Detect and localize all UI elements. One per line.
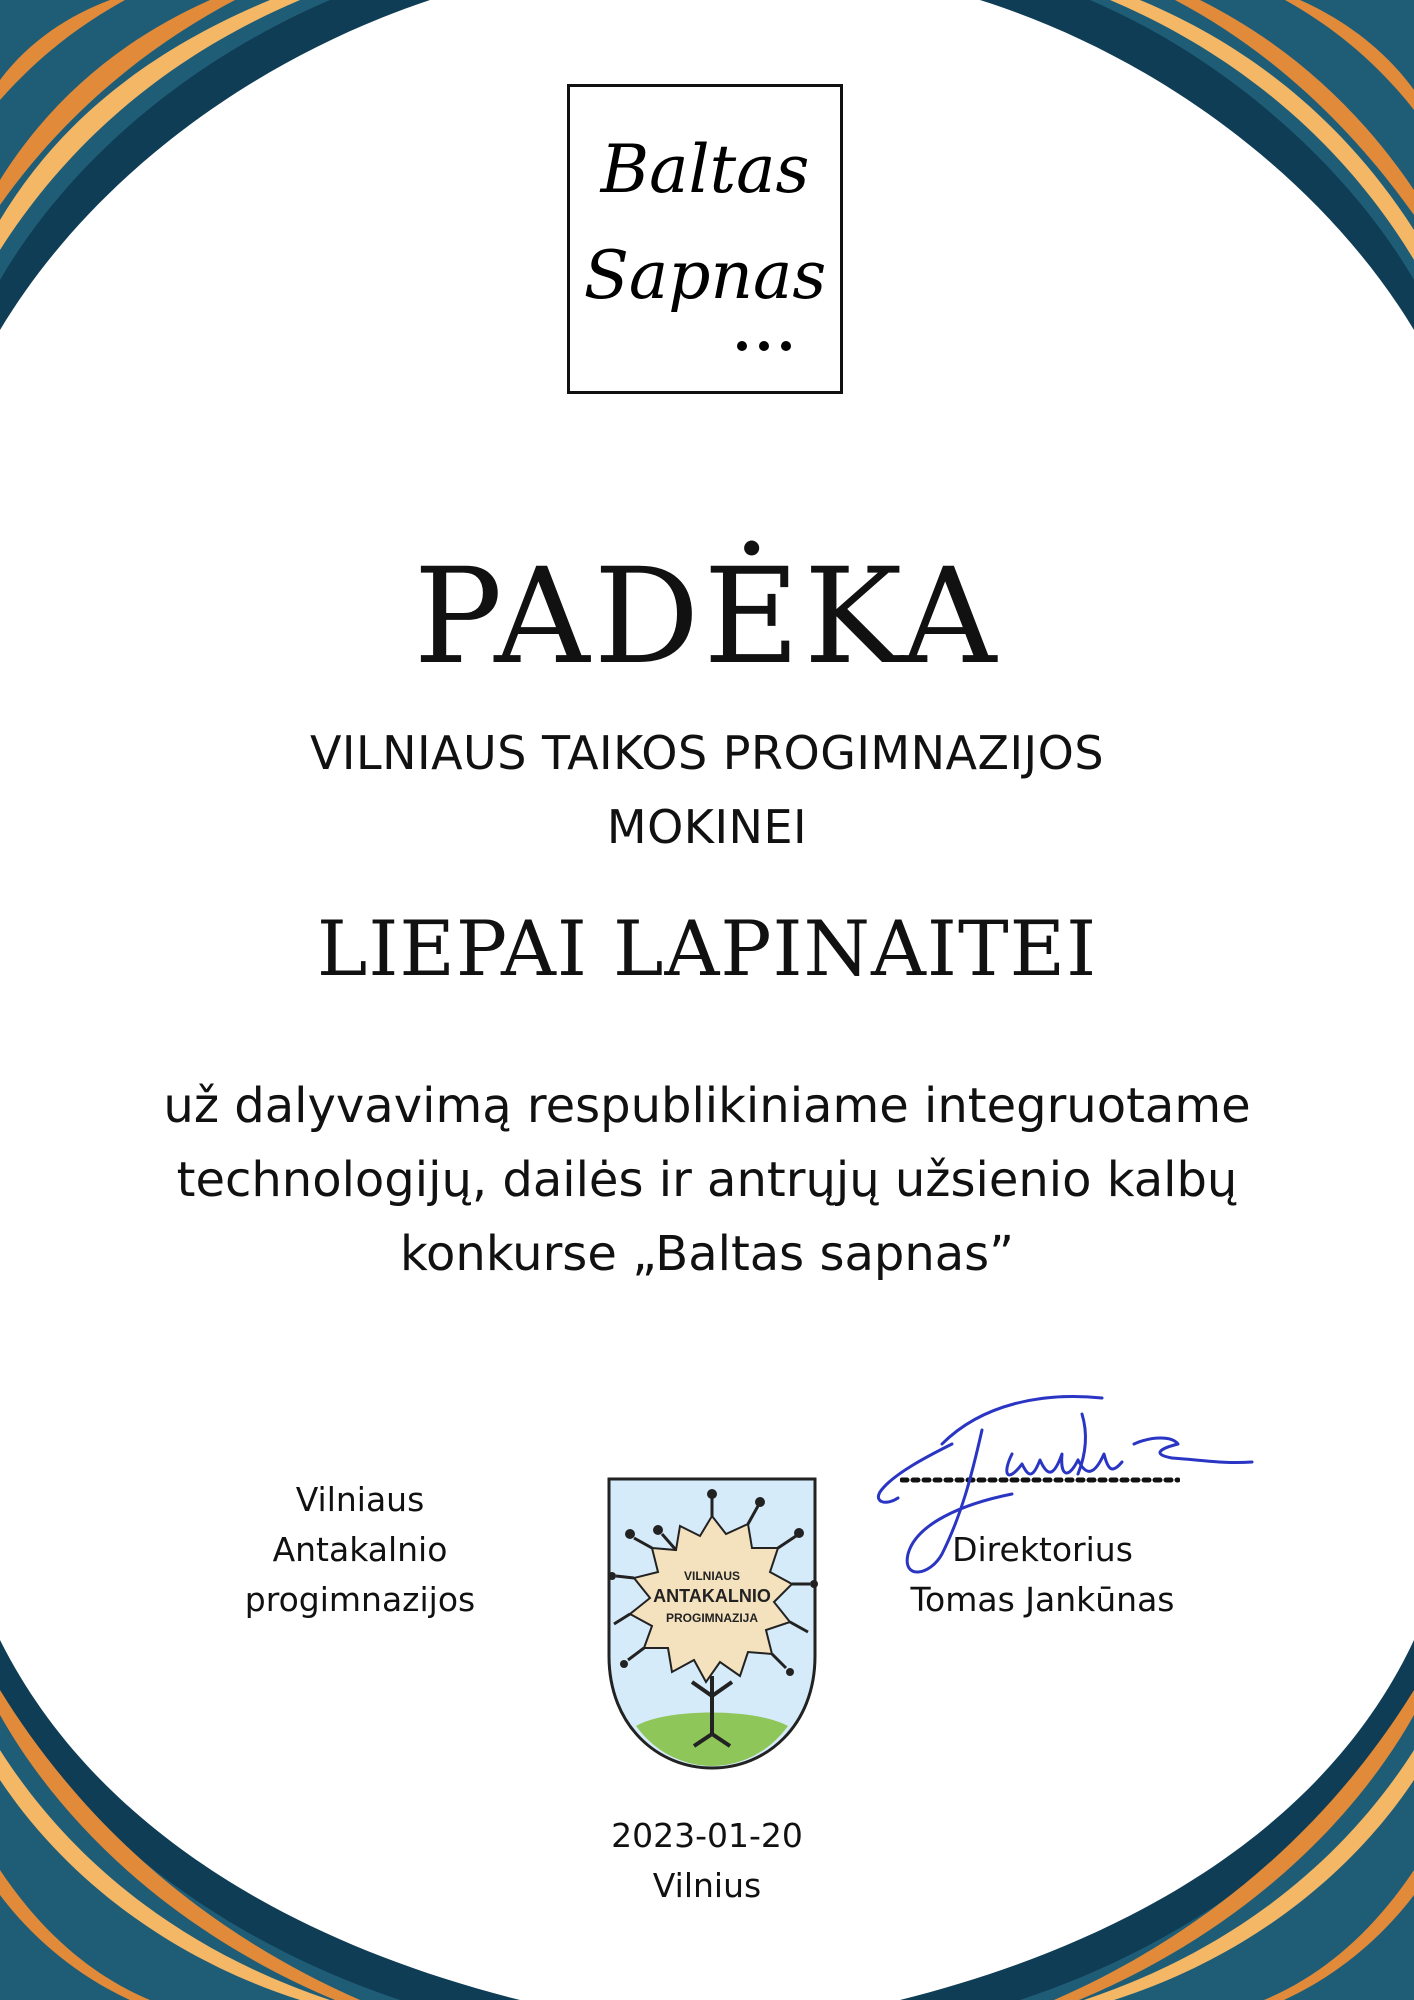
issue-place: Vilnius — [652, 1866, 762, 1905]
recipient-role: MOKINEI — [606, 800, 808, 854]
recipient-name: LIEPAI LAPINAITEI — [316, 904, 1098, 993]
logo-text-line2: Sapnas — [583, 237, 827, 314]
reason-text-line1: už dalyvavimą respublikiniame integruotame — [163, 1078, 1251, 1134]
issuer-line1: Vilniaus — [295, 1480, 425, 1519]
ellipsis-icon — [734, 338, 794, 354]
competition-logo — [567, 84, 843, 394]
crest-text-line2: ANTAKALNIO — [653, 1586, 771, 1606]
issue-date: 2023-01-20 — [611, 1816, 803, 1855]
crest-text-line3: PROGIMNAZIJA — [665, 1611, 759, 1625]
frame-top-right-corner — [980, 0, 1414, 330]
issuer-line2: Antakalnio — [272, 1530, 448, 1569]
reason-text-line3: konkurse „Baltas sapnas” — [399, 1226, 1015, 1282]
certificate-title: PADĖKA — [413, 540, 1001, 694]
recipient-school: VILNIAUS TAIKOS PROGIMNAZIJOS — [309, 726, 1105, 780]
issuer-line3: progimnazijos — [244, 1580, 476, 1619]
reason-text-line2: technologijų, dailės ir antrųjų užsienio kalbų — [176, 1152, 1238, 1208]
director-signature — [872, 1384, 1292, 1584]
crest-text-line1: VILNIAUS — [683, 1569, 741, 1583]
signatory-name: Tomas Jankūnas — [910, 1580, 1175, 1619]
school-crest — [606, 1476, 818, 1772]
signatory-title: Direktorius — [952, 1530, 1133, 1569]
logo-text-line1: Baltas — [600, 131, 810, 208]
frame-top-left-corner — [0, 0, 430, 330]
